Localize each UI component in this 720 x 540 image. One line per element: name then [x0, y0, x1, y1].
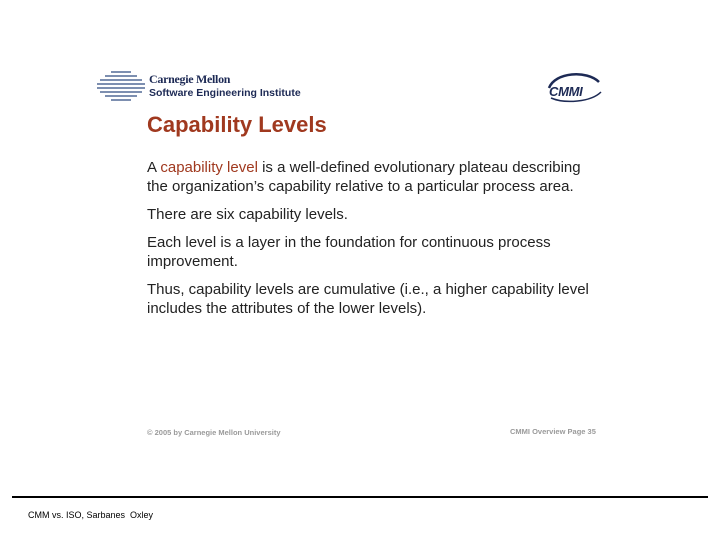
slide-title: Capability Levels — [147, 112, 327, 137]
para1-after: is a well-defined evolutionary plateau describing the organization’s capability relative to a particular process area. — [147, 159, 581, 195]
slide-body — [147, 158, 597, 327]
org-name-line1: Carnegie Mellon — [149, 72, 231, 86]
footer-divider — [12, 496, 708, 498]
cmmi-logo — [545, 70, 607, 106]
highlight-term: capability level — [160, 159, 258, 176]
paragraph-count: There are six capability levels. — [147, 206, 348, 223]
sei-logo — [97, 70, 317, 104]
footer-text: CMM vs. ISO, Sarbanes Oxley — [28, 510, 154, 520]
sei-name — [149, 72, 301, 100]
copyright-text: © 2005 by Carnegie Mellon University — [147, 428, 281, 437]
paragraph-cumulative: Thus, capability levels are cumulative (i.e., a higher capability level includes the attributes of the lower levels). — [147, 281, 589, 317]
para1-before: A — [147, 159, 161, 176]
cmmi-logo-text: CMMI — [549, 84, 583, 99]
sei-globe-icon — [97, 70, 145, 102]
page-info: CMMI Overview Page 35 — [510, 427, 596, 436]
paragraph-layer: Each level is a layer in the foundation for continuous process improvement. — [147, 234, 551, 270]
org-name-line2: Software Engineering Institute — [149, 87, 301, 99]
paragraph-definition — [147, 158, 597, 196]
